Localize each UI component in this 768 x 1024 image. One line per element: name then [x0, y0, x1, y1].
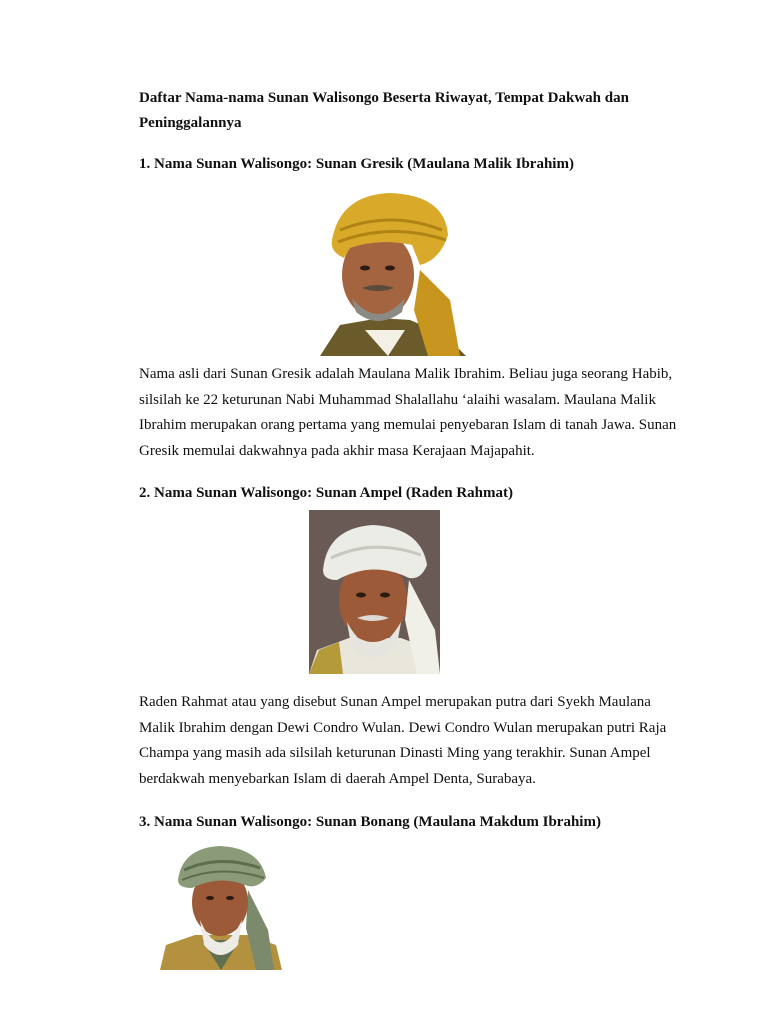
portrait-sunan-gresik	[310, 190, 466, 356]
portrait-sunan-ampel	[309, 510, 440, 674]
section-heading-sunan-gresik: 1. Nama Sunan Walisongo: Sunan Gresik (Maulana Malik Ibrahim)	[139, 156, 574, 172]
section-paragraph-sunan-gresik: Nama asli dari Sunan Gresik adalah Maulana Malik Ibrahim. Beliau juga seorang Habib, silsilah ke 22 keturunan Nabi Muhammad Shalallahu ‘alaihi wasalam. Maulana Malik Ibrahim merupakan orang pertama yang memulai penyebaran Islam di tanah Jawa. Sunan Gresik memulai dakwahnya pada akhir masa Kerajaan Majapahit.	[139, 366, 677, 459]
section-heading-sunan-bonang: 3. Nama Sunan Walisongo: Sunan Bonang (Maulana Makdum Ibrahim)	[139, 814, 601, 830]
portrait-sunan-bonang	[160, 840, 282, 970]
document-title: Daftar Nama-nama Sunan Walisongo Beserta Riwayat, Tempat Dakwah dan Peninggalannya	[139, 90, 629, 131]
section-paragraph-sunan-ampel: Raden Rahmat atau yang disebut Sunan Ampel merupakan putra dari Syekh Maulana Malik Ibrahim dengan Dewi Condro Wulan. Dewi Condro Wulan merupakan putri Raja Champa yang masih ada silsilah keturunan Dinasti Ming yang terakhir. Sunan Ampel berdakwah menyebarkan Islam di daerah Ampel Denta, Surabaya.	[139, 694, 667, 787]
section-heading-sunan-ampel: 2. Nama Sunan Walisongo: Sunan Ampel (Raden Rahmat)	[139, 485, 513, 501]
